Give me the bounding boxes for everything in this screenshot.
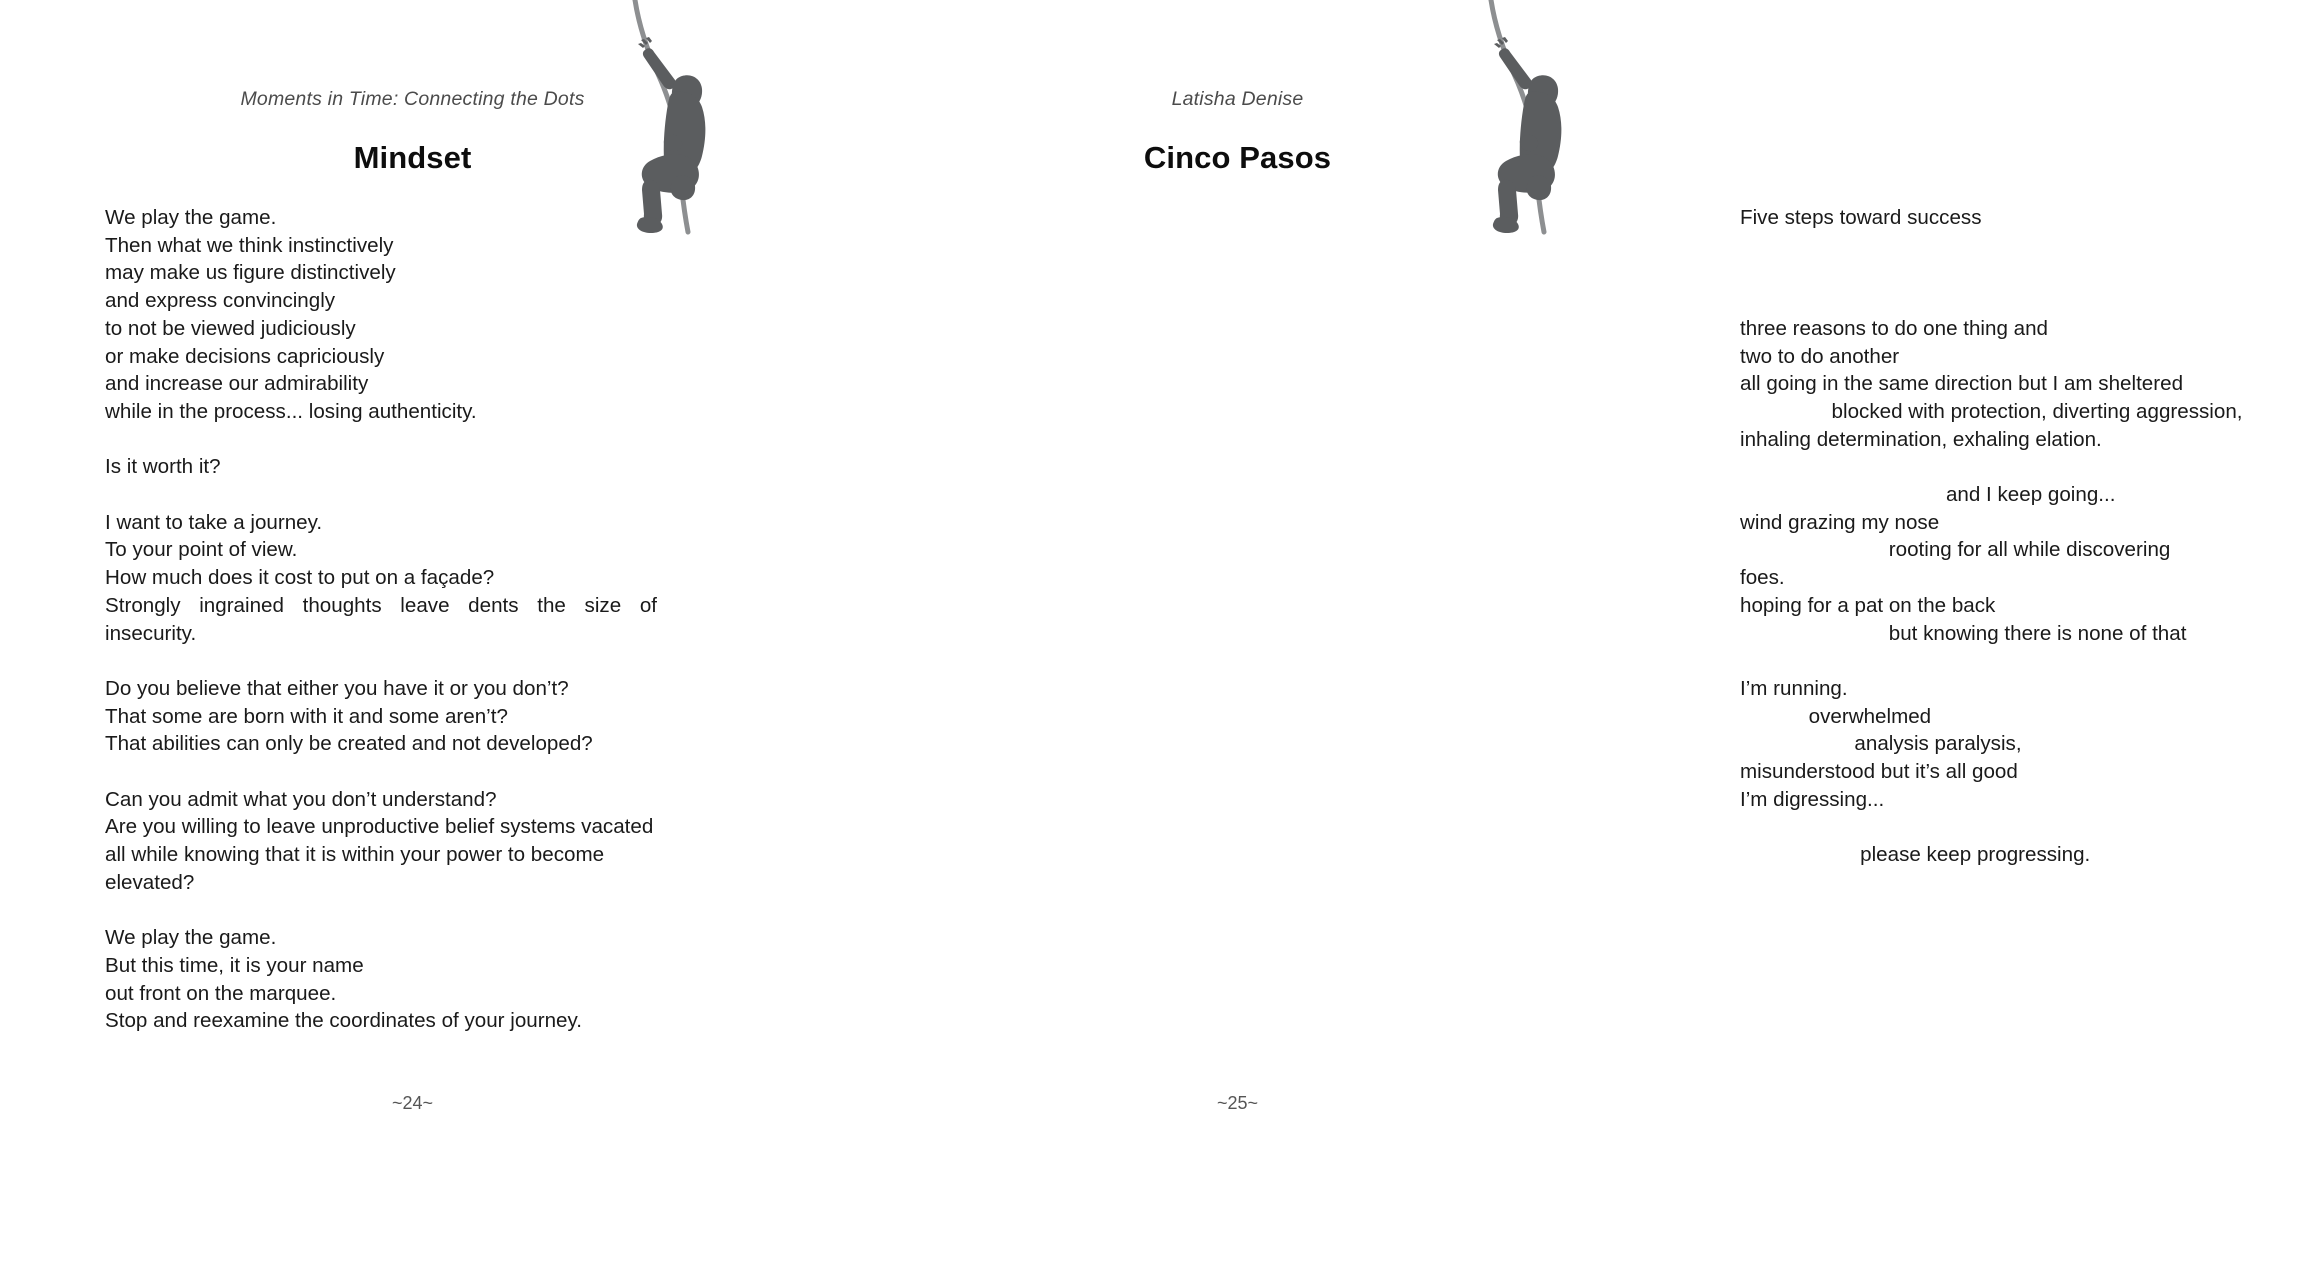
poem-line: To your point of view. bbox=[105, 538, 298, 562]
poem-line-spacer bbox=[1740, 813, 2320, 841]
poem-line: but knowing there is none of that bbox=[1740, 621, 2187, 645]
poem-line: Strongly ingrained thoughts leave dents the size of insecurity. bbox=[105, 593, 657, 645]
poem-line: rooting for all while discovering bbox=[1740, 538, 2171, 562]
poem-line-spacer bbox=[1740, 647, 2320, 675]
poem-line: and increase our admirability bbox=[105, 372, 369, 396]
poem-line: and I keep going... bbox=[1740, 483, 2116, 507]
poem-line-spacer bbox=[105, 647, 685, 675]
left-page bbox=[0, 0, 825, 1275]
poem-line: analysis paralysis, bbox=[1740, 732, 2022, 756]
right-page bbox=[825, 0, 2243, 1275]
poem-line: wind grazing my nose bbox=[1740, 510, 1940, 534]
poem-line-spacer bbox=[105, 758, 685, 786]
poem-line: Is it worth it? bbox=[105, 455, 221, 479]
poem-line-spacer bbox=[1740, 453, 2320, 481]
poem-line: Stop and reexamine the coordinates of your journey. bbox=[105, 1009, 582, 1033]
poem-line: We play the game. bbox=[105, 926, 277, 950]
poem-line: Five steps toward success bbox=[1740, 206, 1982, 229]
poem-line: hoping for a pat on the back bbox=[1740, 593, 1996, 617]
running-head-left: Moments in Time: Connecting the Dots bbox=[240, 88, 585, 110]
poem-line-spacer bbox=[105, 481, 685, 509]
poem-line-spacer bbox=[1740, 259, 2320, 287]
poem-line: elevated? bbox=[105, 870, 195, 894]
poem-line: I’m running. bbox=[1740, 676, 1848, 700]
poem-line: misunderstood but it’s all good bbox=[1740, 760, 2018, 784]
poem-line: blocked with protection, diverting aggression, bbox=[1740, 399, 2243, 423]
poem-line: overwhelmed bbox=[1740, 704, 1932, 728]
poem-line: Do you believe that either you have it or you don’t? bbox=[105, 676, 569, 700]
poem-line: Are you willing to leave unproductive belief systems vacated bbox=[105, 815, 654, 839]
poem-title-left: Mindset bbox=[353, 140, 472, 175]
page-number-left: ~24~ bbox=[391, 1093, 434, 1113]
poem-line: inhaling determination, exhaling elation. bbox=[1740, 427, 2102, 451]
poem-line: foes. bbox=[1740, 566, 1785, 590]
poem-line: We play the game. bbox=[105, 206, 277, 229]
poem-line: I want to take a journey. bbox=[105, 510, 323, 534]
poem-line: two to do another bbox=[1740, 344, 1900, 368]
poem-body-right bbox=[1740, 204, 2320, 869]
poem-line: Then what we think instinctively bbox=[105, 233, 394, 257]
poem-line: may make us figure distinctively bbox=[105, 261, 396, 285]
poem-line: But this time, it is your name bbox=[105, 953, 364, 977]
poem-line: out front on the marquee. bbox=[105, 981, 337, 1005]
poem-line: three reasons to do one thing and bbox=[1740, 316, 2048, 340]
poem-line-spacer bbox=[1740, 232, 2320, 260]
running-head-right: Latisha Denise bbox=[1171, 88, 1304, 110]
poem-line: or make decisions capriciously bbox=[105, 344, 385, 368]
poem-line: I’m digressing... bbox=[1740, 787, 1885, 811]
poem-line-spacer bbox=[105, 426, 685, 454]
poem-line: please keep progressing. bbox=[1740, 843, 2091, 867]
poem-body-left bbox=[105, 204, 685, 1035]
poem-line-spacer bbox=[105, 897, 685, 925]
poem-title-right: Cinco Pasos bbox=[1143, 140, 1332, 175]
poem-line: to not be viewed judiciously bbox=[105, 316, 356, 340]
poem-line: while in the process... losing authenticity. bbox=[105, 399, 477, 423]
poem-line: all going in the same direction but I am sheltered bbox=[1740, 372, 2184, 396]
poem-line: and express convincingly bbox=[105, 289, 336, 313]
poem-line: all while knowing that it is within your power to become bbox=[105, 843, 605, 867]
page-number-right: ~25~ bbox=[1216, 1093, 1259, 1113]
poem-line: Can you admit what you don’t understand? bbox=[105, 787, 497, 811]
poem-line: That abilities can only be created and not developed? bbox=[105, 732, 593, 756]
poem-line: That some are born with it and some aren’t? bbox=[105, 704, 508, 728]
poem-line-spacer bbox=[1740, 287, 2320, 315]
poem-line: How much does it cost to put on a façade? bbox=[105, 566, 495, 590]
